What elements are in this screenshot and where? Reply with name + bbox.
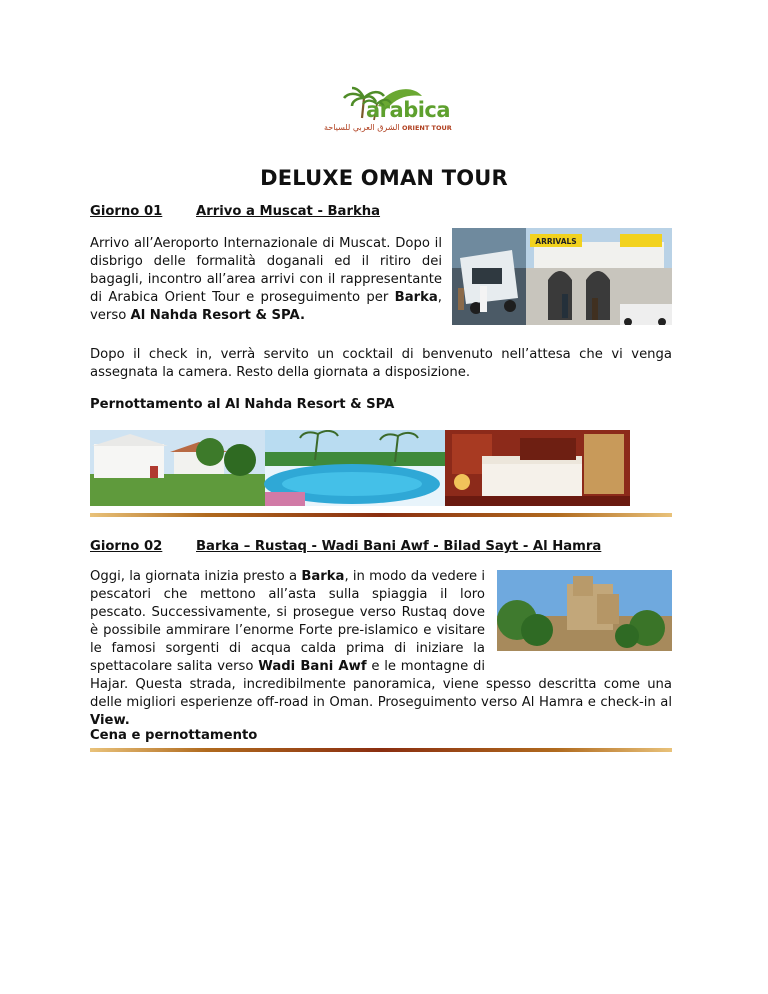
day1-label: Giorno 01 xyxy=(90,204,163,219)
airport-photo xyxy=(452,228,672,325)
day2-label: Giorno 02 xyxy=(90,539,163,554)
day2-paragraph-container xyxy=(90,568,672,730)
logo-brand: arabica xyxy=(366,98,451,122)
day1-route-container xyxy=(196,204,380,219)
day1-p1-text-2: , verso xyxy=(90,290,442,323)
company-logo xyxy=(322,84,452,136)
day2-overnight: Cena e pernottamento xyxy=(90,728,258,743)
page-title: DELUXE OMAN TOUR xyxy=(260,166,508,190)
day1-overnight: Pernottamento al Al Nahda Resort & SPA xyxy=(90,397,395,412)
day2-p1-text-1: Oggi, la giornata inizia presto a xyxy=(90,569,302,584)
day2-p1-text-2: , in modo da vedere i pescatori che mettono all’asta sulla spiaggia il loro pescato. Successivamente, si prosegue verso Rustaq dove è possibile ammirare l’enorme Forte pre-islamico e visitare le famosi sorgenti di acqua calda prima di iniziare la spettacolare salita verso xyxy=(90,569,485,674)
section-divider-1 xyxy=(90,513,672,517)
arrivals-sign-text: ARRIVALS xyxy=(535,237,577,246)
day1-p1-text-1: Arrivo all’Aeroporto Internazionale di Muscat. Dopo il disbrigo delle formalità doganali ed il ritiro dei bagagli, incontro all’area arrivi con il rappresentante di Arabica Orient Tour e proseguimento per xyxy=(90,236,442,305)
section-divider-2 xyxy=(90,748,672,752)
day2-route-container xyxy=(196,539,601,554)
image-float-spacer xyxy=(497,568,672,659)
day2-p1-bold-barka: Barka xyxy=(301,569,345,584)
resort-photo-strip xyxy=(90,430,630,506)
day1-route: Arrivo a Muscat - Barkha xyxy=(196,204,381,219)
day1-paragraph-1 xyxy=(90,235,442,325)
day1-header xyxy=(90,204,162,219)
day2-p1-text-3: e le montagne di Hajar. Questa strada, incredibilmente panoramica, viene spesso descritta come una delle migliori esperienze off-road in Oman. Proseguimento verso Al Hamra e check-in al xyxy=(90,659,672,710)
day2-header xyxy=(90,539,162,554)
day1-p1-bold-resort: Al Nahda Resort & SPA. xyxy=(130,308,305,323)
day2-p1-bold-view: View. xyxy=(90,713,130,728)
day2-route: Barka – Rustaq - Wadi Bani Awf - Bilad Sayt - Al Hamra xyxy=(196,539,602,554)
logo-tagline: ORIENT TOUR xyxy=(402,124,452,132)
day1-paragraph-2: Dopo il check in, verrà servito un cocktail di benvenuto nell’attesa che vi venga assegnata la camera. Resto della giornata a disposizione. xyxy=(90,347,672,380)
day2-p1-bold-wadi: Wadi Bani Awf xyxy=(258,659,367,674)
day1-p1-bold-barka: Barka xyxy=(394,290,438,305)
logo-arabic-text: الشرق العربي للسياحة xyxy=(324,123,400,132)
